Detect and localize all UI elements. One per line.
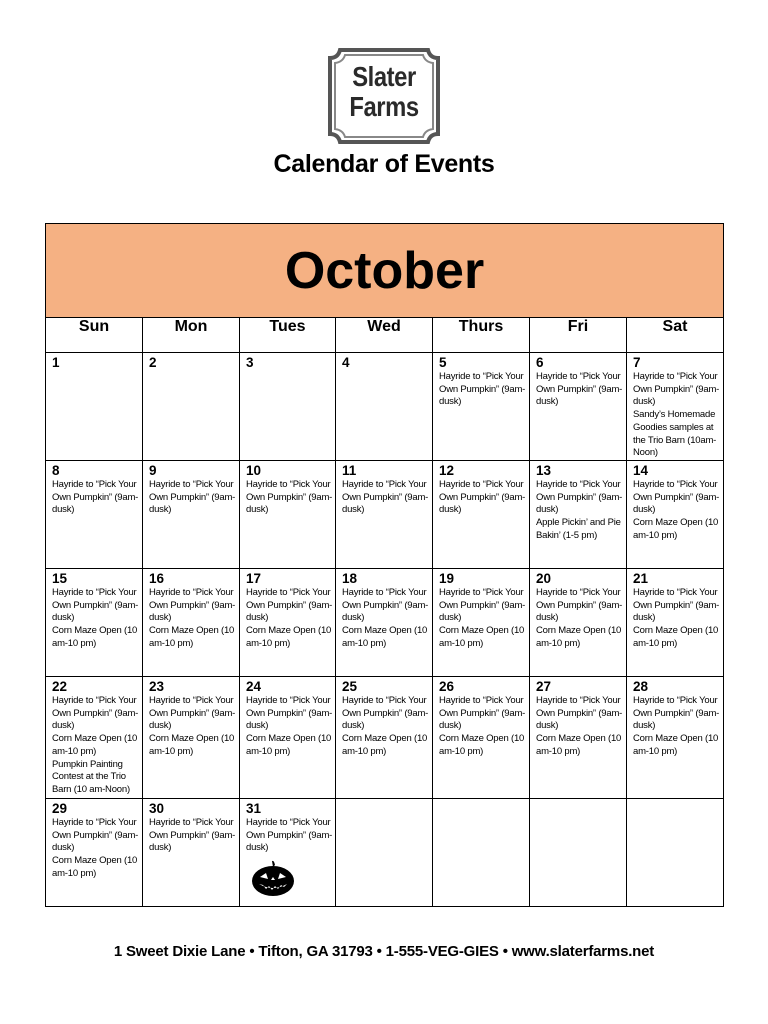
day-cell: [143, 461, 240, 569]
day-events: Hayride to “Pick Your Own Pumpkin” (9am- dusk): [439, 371, 526, 408]
week-row: [46, 353, 724, 461]
calendar-table: [45, 223, 724, 907]
day-cell: [627, 569, 724, 677]
day-cell: [530, 353, 627, 461]
day-cell: [433, 799, 530, 907]
day-events: Hayride to “Pick Your Own Pumpkin” (9am- dusk) Corn Maze Open (10 am-10 pm): [439, 695, 526, 757]
day-events: Hayride to “Pick Your Own Pumpkin” (9am- dusk) Corn Maze Open (10 am-10 pm): [246, 587, 333, 649]
day-cell: [240, 461, 336, 569]
dow-header: Wed: [336, 318, 433, 353]
dow-header: Mon: [143, 318, 240, 353]
day-events: Hayride to “Pick Your Own Pumpkin” (9am- dusk) Corn Maze Open (10 am-10 pm): [246, 695, 333, 757]
day-events: Hayride to “Pick Your Own Pumpkin” (9am- dusk): [536, 371, 623, 408]
day-cell: [530, 461, 627, 569]
day-events: Hayride to “Pick Your Own Pumpkin” (9am- dusk) Corn Maze Open (10 am-10 pm): [149, 695, 236, 757]
day-cell: [433, 569, 530, 677]
day-cell: [530, 569, 627, 677]
day-number: 31: [246, 801, 262, 816]
day-cell: [240, 677, 336, 799]
logo-line1: Slater: [352, 61, 416, 92]
day-number: 29: [52, 801, 68, 816]
week-row: [46, 461, 724, 569]
dow-header: Fri: [530, 318, 627, 353]
jack-o-lantern-icon: [250, 859, 296, 897]
day-cell: [46, 353, 143, 461]
day-cell: [143, 677, 240, 799]
day-number: 13: [536, 463, 552, 478]
day-number: 19: [439, 571, 455, 586]
day-number: 15: [52, 571, 68, 586]
day-number: 17: [246, 571, 262, 586]
week-row: [46, 799, 724, 907]
day-events: Hayride to “Pick Your Own Pumpkin” (9am- dusk): [342, 479, 429, 516]
day-events: Hayride to “Pick Your Own Pumpkin” (9am- dusk) Corn Maze Open (10 am-10 pm): [439, 587, 526, 649]
day-number: 30: [149, 801, 165, 816]
day-cell: [627, 353, 724, 461]
day-events: Hayride to “Pick Your Own Pumpkin” (9am- dusk): [246, 817, 333, 854]
day-events: Hayride to “Pick Your Own Pumpkin” (9am- dusk) Corn Maze Open (10 am-10 pm): [536, 695, 623, 757]
week-row: [46, 677, 724, 799]
day-number: 27: [536, 679, 552, 694]
day-cell: [336, 799, 433, 907]
day-cell: [336, 569, 433, 677]
day-cell: [143, 799, 240, 907]
day-number: 26: [439, 679, 455, 694]
day-cell: [336, 677, 433, 799]
day-events: Hayride to “Pick Your Own Pumpkin” (9am- dusk): [149, 817, 236, 854]
day-cell: [627, 799, 724, 907]
day-number: 12: [439, 463, 455, 478]
day-number: 8: [52, 463, 60, 478]
day-cell: [433, 353, 530, 461]
days-of-week-row: [46, 318, 724, 353]
day-cell: [46, 569, 143, 677]
day-number: 24: [246, 679, 262, 694]
dow-header: Sun: [46, 318, 143, 353]
day-number: 16: [149, 571, 165, 586]
day-cell: [433, 461, 530, 569]
day-events: Hayride to “Pick Your Own Pumpkin” (9am- dusk) Sandy’s Homemade Goodies samples at the Trio Barn (10am-Noon): [633, 371, 720, 459]
day-number: 1: [52, 355, 60, 370]
page-subtitle: Calendar of Events: [273, 150, 495, 178]
day-cell: [240, 799, 336, 907]
day-events: Hayride to “Pick Your Own Pumpkin” (9am- dusk): [149, 479, 236, 516]
day-number: 18: [342, 571, 358, 586]
day-events: Hayride to “Pick Your Own Pumpkin” (9am- dusk) Corn Maze Open (10 am-10 pm) Pumpkin Painting Contest at the Trio Barn (10 am-Noon): [52, 695, 139, 795]
logo-line2: Farms: [349, 91, 419, 122]
day-number: 23: [149, 679, 165, 694]
day-events: Hayride to “Pick Your Own Pumpkin” (9am- dusk) Corn Maze Open (10 am-10 pm): [633, 479, 720, 541]
day-events: Hayride to “Pick Your Own Pumpkin” (9am- dusk): [52, 479, 139, 516]
day-cell: [240, 569, 336, 677]
day-number: 25: [342, 679, 358, 694]
day-cell: [530, 677, 627, 799]
day-cell: [46, 799, 143, 907]
day-events: Hayride to “Pick Your Own Pumpkin” (9am- dusk) Corn Maze Open (10 am-10 pm): [633, 695, 720, 757]
day-events: Hayride to “Pick Your Own Pumpkin” (9am- dusk) Corn Maze Open (10 am-10 pm): [633, 587, 720, 649]
day-number: 3: [246, 355, 254, 370]
day-cell: [433, 677, 530, 799]
day-number: 2: [149, 355, 157, 370]
day-number: 4: [342, 355, 350, 370]
day-cell: [143, 353, 240, 461]
dow-header: Tues: [240, 318, 336, 353]
day-cell: [627, 677, 724, 799]
day-number: 6: [536, 355, 544, 370]
day-number: 21: [633, 571, 649, 586]
week-row: [46, 569, 724, 677]
dow-header: Sat: [627, 318, 724, 353]
day-number: 20: [536, 571, 552, 586]
day-events: Hayride to “Pick Your Own Pumpkin” (9am- dusk): [439, 479, 526, 516]
day-number: 14: [633, 463, 649, 478]
day-events: Hayride to “Pick Your Own Pumpkin” (9am- dusk) Corn Maze Open (10 am-10 pm): [342, 695, 429, 757]
day-events: Hayride to “Pick Your Own Pumpkin” (9am- dusk) Corn Maze Open (10 am-10 pm): [536, 587, 623, 649]
dow-header: Thurs: [433, 318, 530, 353]
day-cell: [46, 461, 143, 569]
day-number: 5: [439, 355, 447, 370]
day-number: 28: [633, 679, 649, 694]
day-events: Hayride to “Pick Your Own Pumpkin” (9am- dusk) Corn Maze Open (10 am-10 pm): [149, 587, 236, 649]
slater-farms-logo: [326, 44, 442, 148]
day-cell: [46, 677, 143, 799]
day-cell: [336, 353, 433, 461]
day-number: 7: [633, 355, 641, 370]
day-events: Hayride to “Pick Your Own Pumpkin” (9am- dusk) Corn Maze Open (10 am-10 pm): [52, 817, 139, 879]
day-cell: [627, 461, 724, 569]
day-number: 10: [246, 463, 262, 478]
day-cell: [240, 353, 336, 461]
day-events: Hayride to “Pick Your Own Pumpkin” (9am- dusk) Corn Maze Open (10 am-10 pm): [52, 587, 139, 649]
month-title: October: [46, 224, 724, 318]
day-events: Hayride to “Pick Your Own Pumpkin” (9am- dusk) Apple Pickin’ and Pie Bakin’ (1-5 pm): [536, 479, 623, 541]
day-events: Hayride to “Pick Your Own Pumpkin” (9am- dusk) Corn Maze Open (10 am-10 pm): [342, 587, 429, 649]
day-cell: [336, 461, 433, 569]
day-cell: [143, 569, 240, 677]
day-events: Hayride to “Pick Your Own Pumpkin” (9am- dusk): [246, 479, 333, 516]
footer-contact: 1 Sweet Dixie Lane • Tifton, GA 31793 • 1-555-VEG-GIES • www.slaterfarms.net: [113, 943, 655, 960]
day-number: 9: [149, 463, 157, 478]
day-cell: [530, 799, 627, 907]
day-number: 11: [342, 463, 357, 478]
day-number: 22: [52, 679, 68, 694]
